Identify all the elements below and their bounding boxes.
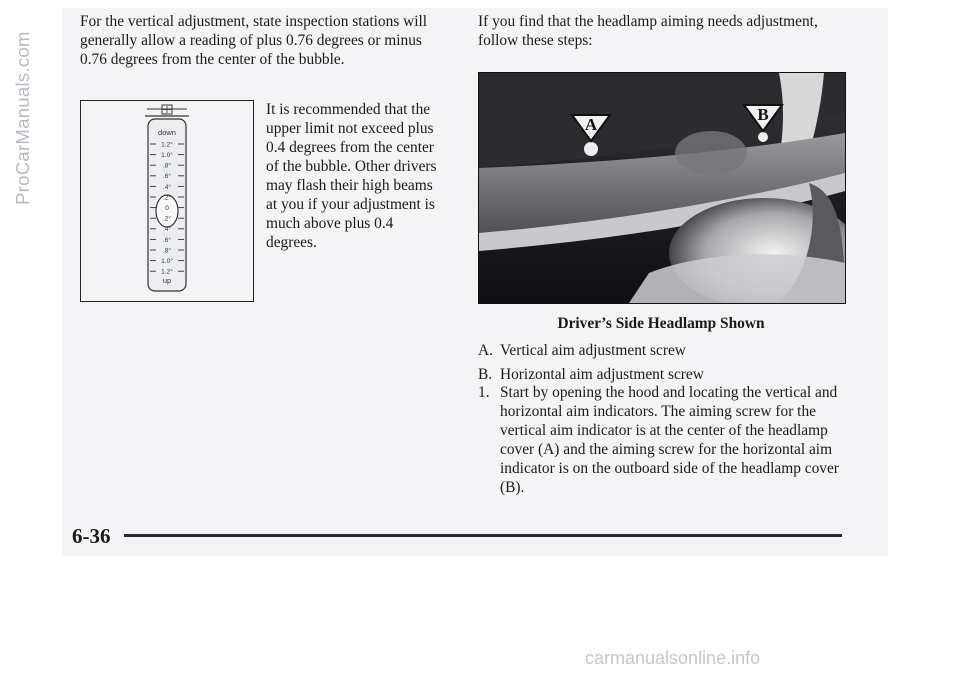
- gauge-tick-label: .8°: [162, 162, 172, 170]
- headlamp-illustration: [479, 73, 845, 303]
- bubble-level-gauge: [81, 101, 253, 301]
- footer-rule: [124, 534, 842, 537]
- gauge-tick-label: .2°: [162, 215, 172, 223]
- gauge-tick-label: .6°: [162, 236, 172, 244]
- bottom-watermark: carmanualsonline.info: [585, 648, 761, 668]
- page-number: 6-36: [72, 524, 111, 548]
- bubble-level-figure: [80, 100, 254, 302]
- gauge-up-label: up: [162, 276, 172, 285]
- step-text: Start by opening the hood and locating the vertical and horizontal aim indicators. The aiming screw for the vertical aim indicator is at the center of the headlamp cover (A) and the aiming screw for the horizontal aim indicator is on the outboard side of the headlamp cover (B).: [500, 384, 839, 496]
- side-watermark: ProCarManuals.com: [12, 31, 33, 205]
- gauge-tick-label: 0: [165, 205, 169, 212]
- gauge-down-label: down: [158, 128, 176, 137]
- gauge-tick-label: 1.2°: [161, 268, 173, 276]
- level-cap-icon: [145, 105, 189, 116]
- legend-item-b: [478, 365, 704, 384]
- gauge-tick-label: 1.0°: [161, 258, 173, 265]
- legend-text: Horizontal aim adjustment screw: [500, 366, 704, 383]
- aiming-intro-text: If you find that the headlamp aiming needs adjustment, follow these steps:: [478, 13, 818, 49]
- photo-caption: Driver’s Side Headlamp Shown: [557, 315, 765, 332]
- svg-text:A: A: [584, 115, 598, 134]
- legend-label: A.: [478, 342, 493, 359]
- gauge-tick-label: .6°: [162, 173, 172, 181]
- gauge-tick-label: .2°: [162, 194, 172, 202]
- legend-label: B.: [478, 366, 493, 383]
- step-number: 1.: [478, 384, 490, 401]
- svg-text:B: B: [757, 105, 769, 124]
- upper-limit-note: It is recommended that the upper limit not exceed plus 0.4 degrees from the center of the bubble. Other drivers may flash their high beams at you if your adjustment is much above plus 0.4 degrees.: [266, 101, 437, 251]
- legend-item-a: [478, 341, 686, 360]
- gauge-tick-label: 1.2°: [161, 141, 173, 149]
- gauge-tick-label: .8°: [162, 247, 172, 255]
- gauge-tick-label: .4°: [162, 226, 172, 234]
- legend-text: Vertical aim adjustment screw: [500, 342, 686, 359]
- headlamp-photo: [478, 72, 846, 304]
- gauge-tick-label: 1.0°: [161, 152, 173, 159]
- vertical-adjustment-text: For the vertical adjustment, state inspection stations will generally allow a reading of plus 0.76 degrees or minus 0.76 degrees from the center of the bubble.: [80, 13, 428, 68]
- gauge-tick-label: .4°: [162, 183, 172, 191]
